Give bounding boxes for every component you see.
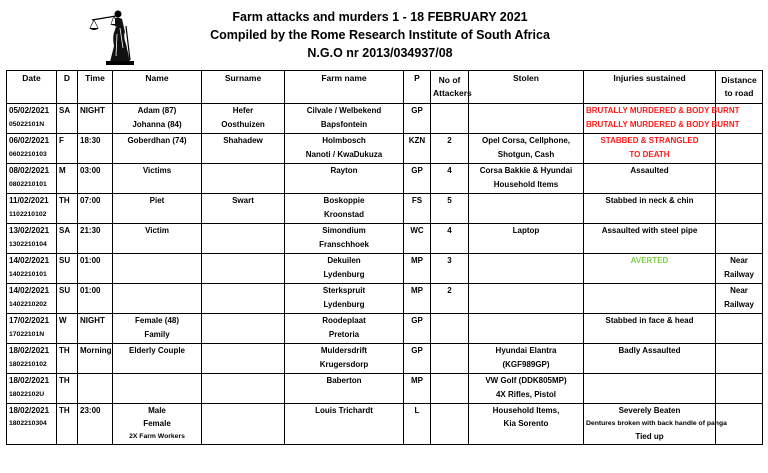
cell-stolen xyxy=(469,254,584,284)
justice-statue-logo xyxy=(86,6,136,66)
cell-injuries xyxy=(584,254,716,284)
cell-stolen xyxy=(469,374,584,404)
cell-name xyxy=(113,164,202,194)
cell-time: 03:00 xyxy=(78,164,113,194)
cell-time: 18:30 xyxy=(78,134,113,164)
stolen-line1: Household Items, xyxy=(492,406,560,415)
surname-line2: Oosthuizen xyxy=(221,120,265,129)
name-line1: Piet xyxy=(149,196,165,205)
cell-stolen xyxy=(469,164,584,194)
cell-surname xyxy=(202,224,285,254)
cell-province: GP xyxy=(404,344,431,374)
cell-day: SU xyxy=(57,284,78,314)
ref-number: 1802210102 xyxy=(9,361,47,368)
cell-day: F xyxy=(57,134,78,164)
cell-name xyxy=(113,344,202,374)
cell-farm xyxy=(285,134,404,164)
col-distance xyxy=(716,71,763,104)
cell-time: NIGHT xyxy=(78,104,113,134)
ngo-number: N.G.O nr 2013/034937/08 xyxy=(307,46,453,60)
cell-distance xyxy=(716,374,763,404)
ref-number: 1402210202 xyxy=(9,301,47,308)
surname-line1: Hefer xyxy=(232,106,254,115)
cell-attackers: 4 xyxy=(431,164,469,194)
table-row xyxy=(7,314,763,344)
stolen-line2: (KGF989GP) xyxy=(502,360,550,369)
injury-line2: BRUTALLY MURDERED & BODY BURNT xyxy=(586,120,740,129)
farm-line2: Baberton xyxy=(326,376,362,385)
cell-date xyxy=(7,374,57,404)
cell-farm xyxy=(285,224,404,254)
farm-line1: Cilvale / Welbekend xyxy=(306,106,382,115)
cell-time: 07:00 xyxy=(78,194,113,224)
cell-farm xyxy=(285,374,404,404)
cell-time: Morning xyxy=(78,344,113,374)
date-text: 17/02/2021 xyxy=(9,316,50,325)
stolen-line1: Laptop xyxy=(512,226,540,235)
cell-province: WC xyxy=(404,224,431,254)
cell-province: MP xyxy=(404,284,431,314)
stolen-line2: Kia Sorento xyxy=(503,419,549,428)
cell-surname xyxy=(202,104,285,134)
cell-injuries xyxy=(584,374,716,404)
ref-number: 05022101N xyxy=(9,121,45,128)
farm-line2: Louis Trichardt xyxy=(315,406,373,415)
cell-date xyxy=(7,134,57,164)
cell-date xyxy=(7,284,57,314)
col-time: Time xyxy=(78,71,113,104)
name-line1: Victim xyxy=(145,226,169,235)
cell-time: 01:00 xyxy=(78,284,113,314)
cell-distance xyxy=(716,164,763,194)
cell-farm xyxy=(285,194,404,224)
report-title: Farm attacks and murders 1 - 18 FEBRUARY 2021 xyxy=(232,10,528,24)
farm-line1: Boskoppie xyxy=(323,196,365,205)
cell-name xyxy=(113,314,202,344)
cell-farm xyxy=(285,404,404,445)
table-row xyxy=(7,284,763,314)
report-subtitle: Compiled by the Rome Research Institute of South Africa xyxy=(210,28,550,42)
cell-time: 23:00 xyxy=(78,404,113,445)
injury-line3: Tied up xyxy=(635,432,664,441)
date-text: 14/02/2021 xyxy=(9,256,50,265)
cell-province: L xyxy=(404,404,431,445)
cell-distance xyxy=(716,254,763,284)
stolen-line2: Household Items xyxy=(493,180,559,189)
cell-stolen xyxy=(469,284,584,314)
cell-name xyxy=(113,374,202,404)
cell-farm xyxy=(285,164,404,194)
cell-day: TH xyxy=(57,344,78,374)
cell-injuries xyxy=(584,284,716,314)
farm-line1: Sterkspruit xyxy=(322,286,366,295)
cell-time: 21:30 xyxy=(78,224,113,254)
date-text: 08/02/2021 xyxy=(9,166,50,175)
cell-injuries xyxy=(584,104,740,134)
injury-line1: Assaulted with steel pipe xyxy=(601,226,698,235)
farm-line1: Simondium xyxy=(322,226,366,235)
distance-line2: Railway xyxy=(724,300,754,309)
cell-farm xyxy=(285,254,404,284)
stolen-line2: Shotgun, Cash xyxy=(497,150,555,159)
cell-surname xyxy=(202,254,285,284)
distance-line2: Railway xyxy=(724,270,754,279)
surname-line1: Shahadew xyxy=(223,136,263,145)
distance-line1: Near xyxy=(730,286,748,295)
stolen-line1: VW Golf (DDK805MP) xyxy=(485,376,567,385)
cell-injuries xyxy=(584,134,716,164)
cell-stolen xyxy=(469,344,584,374)
cell-attackers: 2 xyxy=(431,134,469,164)
ref-number: 1302210104 xyxy=(9,241,47,248)
cell-surname xyxy=(202,404,285,445)
col-province: P xyxy=(404,71,431,104)
name-line3: 2X Farm Workers xyxy=(129,433,185,440)
cell-attackers xyxy=(431,344,469,374)
cell-distance xyxy=(716,224,763,254)
cell-surname xyxy=(202,134,285,164)
table-row xyxy=(7,164,763,194)
col-attackers-line1: No of xyxy=(438,75,461,85)
cell-name xyxy=(113,224,202,254)
injury-line2: Dentures broken with back handle of panga xyxy=(586,420,727,427)
cell-injuries xyxy=(584,404,727,445)
stolen-line1: Corsa Bakkie & Hyundai xyxy=(479,166,573,175)
col-date: Date xyxy=(7,71,57,104)
injury-line1: Badly Assaulted xyxy=(618,346,681,355)
table-row xyxy=(7,254,763,284)
col-farm: Farm name xyxy=(285,71,404,104)
cell-name xyxy=(113,254,202,284)
farm-line2: Krugersdorp xyxy=(319,360,369,369)
table-row xyxy=(7,104,763,134)
date-text: 18/02/2021 xyxy=(9,406,50,415)
table-row xyxy=(7,374,763,404)
attacks-table xyxy=(6,70,763,445)
cell-date xyxy=(7,104,57,134)
ref-number: 0602210103 xyxy=(9,151,47,158)
farm-line2: Nanoti / KwaDukuza xyxy=(305,150,383,159)
cell-day: TH xyxy=(57,194,78,224)
injury-line1: AVERTED xyxy=(630,256,669,265)
cell-stolen xyxy=(469,194,584,224)
table-row xyxy=(7,134,763,164)
farm-line2: Bapsfontein xyxy=(320,120,368,129)
cell-distance xyxy=(716,314,763,344)
cell-surname xyxy=(202,284,285,314)
table-row xyxy=(7,404,763,445)
cell-farm xyxy=(285,314,404,344)
cell-date xyxy=(7,344,57,374)
date-text: 13/02/2021 xyxy=(9,226,50,235)
cell-attackers xyxy=(431,404,469,445)
cell-distance xyxy=(716,344,763,374)
cell-province: GP xyxy=(404,104,431,134)
injury-line2: TO DEATH xyxy=(629,150,670,159)
cell-distance xyxy=(716,284,763,314)
cell-date xyxy=(7,164,57,194)
cell-province: GP xyxy=(404,164,431,194)
ref-number: 1102210102 xyxy=(9,211,47,218)
farm-line2: Franschhoek xyxy=(319,240,369,249)
cell-distance xyxy=(716,134,763,164)
cell-attackers: 3 xyxy=(431,254,469,284)
name-line2: Family xyxy=(144,330,170,339)
cell-province: MP xyxy=(404,254,431,284)
farm-line1: Dekuilen xyxy=(327,256,361,265)
ref-number: 18022102U xyxy=(9,391,45,398)
date-text: 14/02/2021 xyxy=(9,286,50,295)
stolen-line2: 4X Rifles, Pistol xyxy=(495,390,557,399)
cell-name xyxy=(113,104,202,134)
cell-injuries xyxy=(584,194,716,224)
table-row xyxy=(7,344,763,374)
cell-farm xyxy=(285,284,404,314)
cell-day: SU xyxy=(57,254,78,284)
cell-day: SA xyxy=(57,224,78,254)
injury-line1: Severely Beaten xyxy=(618,406,681,415)
cell-time: NIGHT xyxy=(78,314,113,344)
cell-province: MP xyxy=(404,374,431,404)
farm-line2: Pretoria xyxy=(328,330,360,339)
cell-attackers xyxy=(431,104,469,134)
injury-line1: Assaulted xyxy=(630,166,669,175)
cell-day: SA xyxy=(57,104,78,134)
distance-line1: Near xyxy=(730,256,748,265)
cell-injuries xyxy=(584,344,716,374)
col-name: Name xyxy=(113,71,202,104)
ref-number: 1802210304 xyxy=(9,420,47,427)
col-injuries: Injuries sustained xyxy=(584,71,716,104)
cell-province: FS xyxy=(404,194,431,224)
cell-province: GP xyxy=(404,314,431,344)
ref-number: 17022101N xyxy=(9,331,45,338)
cell-attackers: 2 xyxy=(431,284,469,314)
cell-time xyxy=(78,374,113,404)
injury-line1: Stabbed in face & head xyxy=(605,316,694,325)
ref-number: 1402210101 xyxy=(9,271,47,278)
injury-line1: Stabbed in neck & chin xyxy=(605,196,694,205)
table-header-row xyxy=(7,71,763,104)
date-text: 06/02/2021 xyxy=(9,136,50,145)
cell-name xyxy=(113,284,202,314)
cell-surname xyxy=(202,374,285,404)
name-line1: Male xyxy=(148,406,166,415)
col-surname: Surname xyxy=(202,71,285,104)
name-line1: Female (48) xyxy=(134,316,180,325)
col-attackers xyxy=(431,71,472,104)
injury-line1: STABBED & STRANGLED xyxy=(600,136,699,145)
name-line2: Johanna (84) xyxy=(132,120,182,129)
cell-day: TH xyxy=(57,374,78,404)
cell-surname xyxy=(202,314,285,344)
date-text: 18/02/2021 xyxy=(9,346,50,355)
date-text: 18/02/2021 xyxy=(9,376,50,385)
cell-distance xyxy=(716,194,763,224)
date-text: 05/02/2021 xyxy=(9,106,50,115)
surname-line1: Swart xyxy=(232,196,254,205)
cell-date xyxy=(7,314,57,344)
cell-day: TH xyxy=(57,404,78,445)
cell-stolen xyxy=(469,404,584,445)
cell-surname xyxy=(202,344,285,374)
name-line1: Goberdhan (74) xyxy=(127,136,187,145)
cell-surname xyxy=(202,164,285,194)
col-stolen: Stolen xyxy=(469,71,584,104)
col-day: D xyxy=(57,71,78,104)
table-row xyxy=(7,194,763,224)
cell-date xyxy=(7,404,57,445)
cell-farm xyxy=(285,104,404,134)
cell-day: M xyxy=(57,164,78,194)
cell-date xyxy=(7,224,57,254)
cell-date xyxy=(7,194,57,224)
cell-date xyxy=(7,254,57,284)
cell-attackers xyxy=(431,374,469,404)
cell-attackers: 4 xyxy=(431,224,469,254)
cell-surname xyxy=(202,194,285,224)
name-line1: Elderly Couple xyxy=(128,346,185,355)
name-line1: Adam (87) xyxy=(137,106,177,115)
cell-stolen xyxy=(469,224,584,254)
cell-time: 01:00 xyxy=(78,254,113,284)
farm-line2: Kroonstad xyxy=(324,210,364,219)
cell-stolen xyxy=(469,314,584,344)
stolen-line1: Opel Corsa, Cellphone, xyxy=(481,136,570,145)
date-text: 11/02/2021 xyxy=(9,196,49,205)
ref-number: 0802210101 xyxy=(9,181,47,188)
cell-attackers xyxy=(431,314,469,344)
farm-line1: Muldersdrift xyxy=(320,346,368,355)
cell-name xyxy=(113,194,202,224)
cell-name xyxy=(113,134,202,164)
cell-farm xyxy=(285,344,404,374)
injury-line1: BRUTALLY MURDERED & BODY BURNT xyxy=(586,106,740,115)
farm-line2: Lydenburg xyxy=(323,300,365,309)
cell-attackers: 5 xyxy=(431,194,469,224)
col-distance-line1: Distance xyxy=(721,75,757,85)
cell-injuries xyxy=(584,314,716,344)
cell-injuries xyxy=(584,164,716,194)
farm-line1: Holmbosch xyxy=(322,136,366,145)
stolen-line1: Hyundai Elantra xyxy=(495,346,557,355)
cell-stolen xyxy=(469,104,584,134)
cell-stolen xyxy=(469,134,584,164)
name-line2: Female xyxy=(143,419,171,428)
col-distance-line2: to road xyxy=(724,88,754,98)
name-line1: Victims xyxy=(142,166,172,175)
table-row xyxy=(7,224,763,254)
cell-day: W xyxy=(57,314,78,344)
col-attackers-line2: Attackers xyxy=(433,88,472,98)
farm-line2: Lydenburg xyxy=(323,270,365,279)
cell-province: KZN xyxy=(404,134,431,164)
cell-name xyxy=(113,404,202,445)
farm-line2: Rayton xyxy=(330,166,358,175)
farm-line1: Roodeplaat xyxy=(322,316,366,325)
cell-injuries xyxy=(584,224,716,254)
